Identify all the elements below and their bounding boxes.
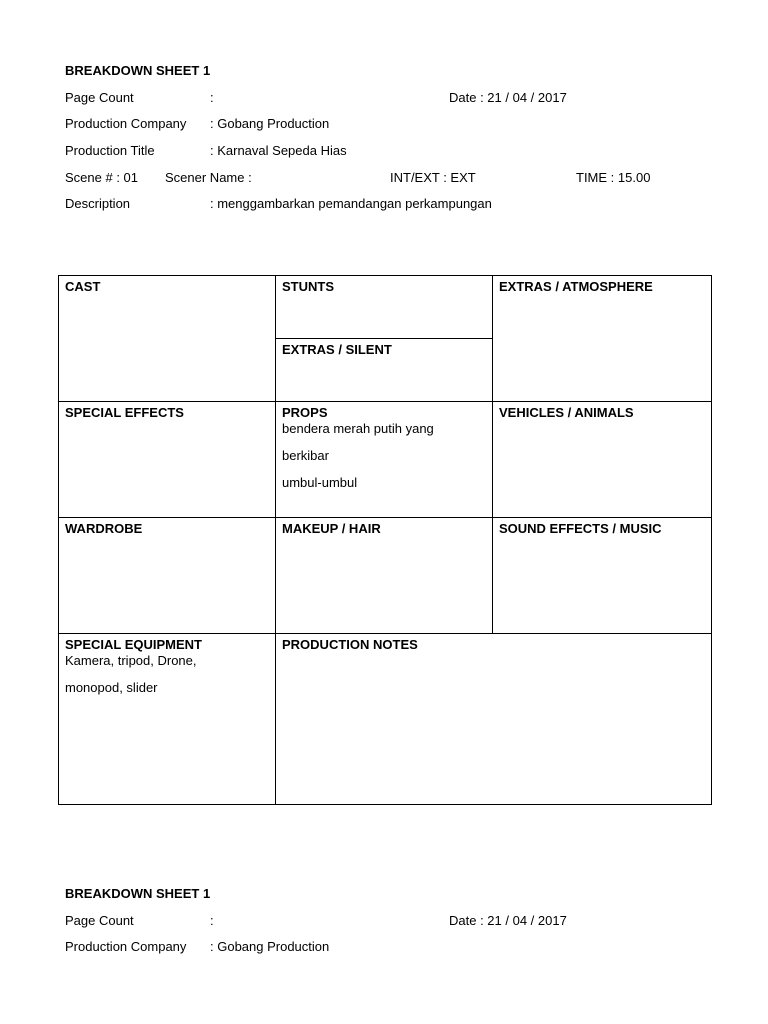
special-equipment-item: Kamera, tripod, Drone, <box>65 653 197 668</box>
int-ext: INT/EXT : EXT <box>390 170 476 185</box>
stunts-cell <box>276 276 493 339</box>
sheet-title: BREAKDOWN SHEET 1 <box>65 886 211 901</box>
props-item: berkibar <box>282 448 329 463</box>
props-item: umbul-umbul <box>282 475 358 490</box>
production-notes-heading: PRODUCTION NOTES <box>282 637 418 652</box>
cast-heading: CAST <box>65 279 101 294</box>
production-title-value: : Karnaval Sepeda Hias <box>210 143 347 158</box>
extras-silent-heading: EXTRAS / SILENT <box>282 342 392 357</box>
production-title-label: Production Title <box>65 143 155 158</box>
cast-cell <box>59 276 276 402</box>
special-effects-heading: SPECIAL EFFECTS <box>65 405 184 420</box>
props-heading: PROPS <box>282 405 328 420</box>
sheet-title: BREAKDOWN SHEET 1 <box>65 63 211 78</box>
stunts-heading: STUNTS <box>282 279 334 294</box>
wardrobe-heading: WARDROBE <box>65 521 143 536</box>
vehicles-animals-cell <box>493 402 712 518</box>
props-item: bendera merah putih yang <box>282 421 434 436</box>
description-value: : menggambarkan pemandangan perkampungan <box>210 196 492 211</box>
date-field: Date : 21 / 04 / 2017 <box>449 913 567 928</box>
production-company-value: : Gobang Production <box>210 116 330 131</box>
makeup-hair-heading: MAKEUP / HAIR <box>282 521 381 536</box>
special-equipment-heading: SPECIAL EQUIPMENT <box>65 637 203 652</box>
sound-effects-music-cell <box>493 518 712 634</box>
scene-number: Scene # : 01 <box>65 170 138 185</box>
description-label: Description <box>65 196 131 211</box>
production-company-label: Production Company <box>65 939 187 954</box>
special-effects-cell <box>59 402 276 518</box>
extras-silent-cell <box>276 339 493 402</box>
breakdown-grid <box>58 275 712 805</box>
makeup-hair-cell <box>276 518 493 634</box>
extras-atmosphere-heading: EXTRAS / ATMOSPHERE <box>499 279 653 294</box>
production-company-value: : Gobang Production <box>210 939 330 954</box>
time-field: TIME : 15.00 <box>576 170 651 185</box>
special-equipment-cell <box>59 634 276 805</box>
production-notes-cell <box>276 634 712 805</box>
page-count-label: Page Count <box>65 913 134 928</box>
props-cell <box>276 402 493 518</box>
page-count-label: Page Count <box>65 90 134 105</box>
page-count-colon: : <box>210 913 214 928</box>
extras-atmosphere-cell <box>493 276 712 402</box>
sound-effects-music-heading: SOUND EFFECTS / MUSIC <box>499 521 662 536</box>
date-field: Date : 21 / 04 / 2017 <box>449 90 567 105</box>
vehicles-animals-heading: VEHICLES / ANIMALS <box>499 405 634 420</box>
page-count-colon: : <box>210 90 214 105</box>
scener-name: Scener Name : <box>165 170 252 185</box>
wardrobe-cell <box>59 518 276 634</box>
production-company-label: Production Company <box>65 116 187 131</box>
special-equipment-item: monopod, slider <box>65 680 158 695</box>
